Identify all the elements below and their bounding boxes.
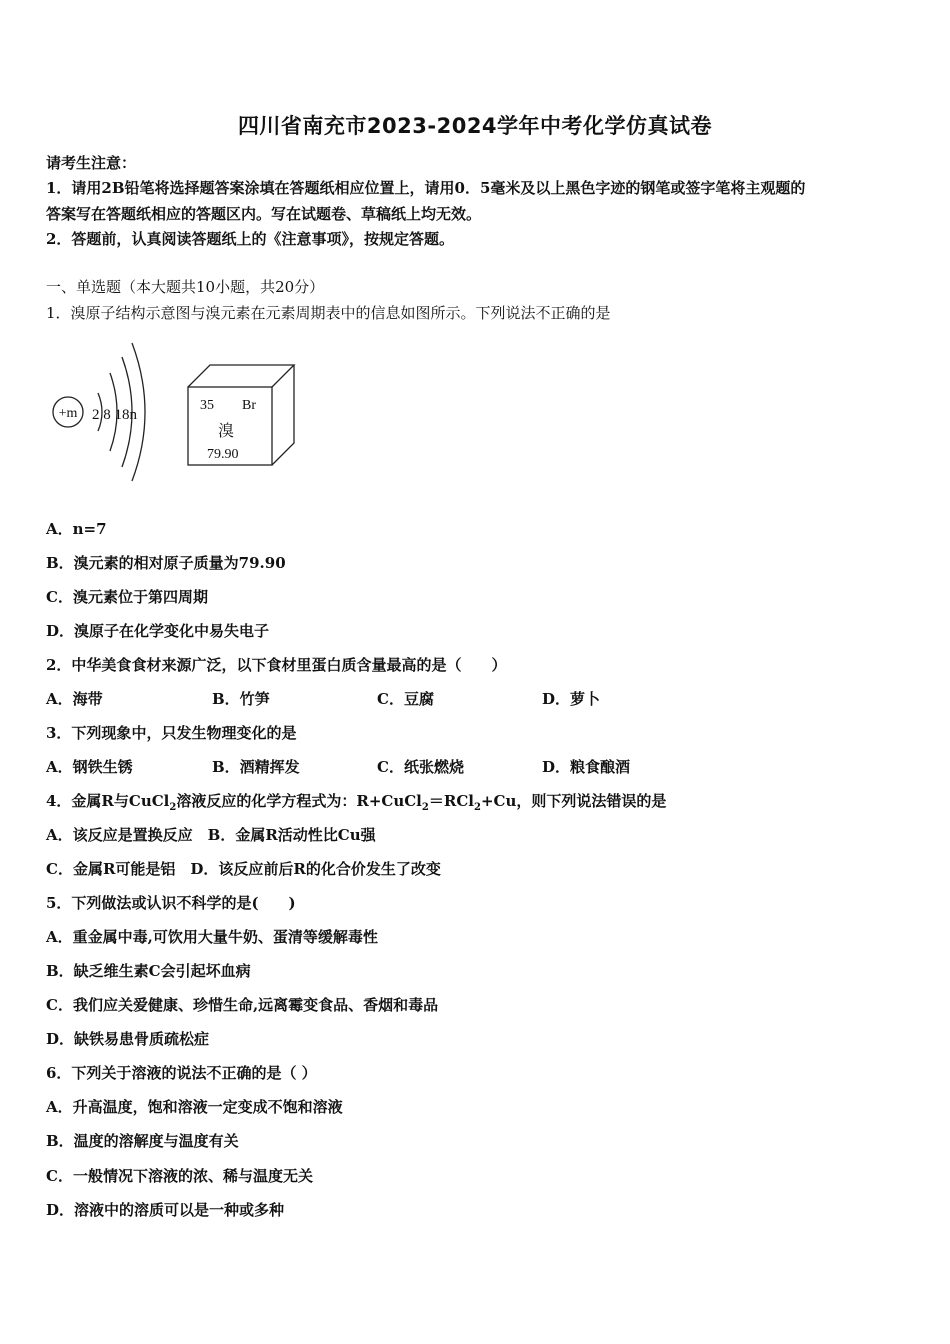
cell-side (272, 365, 294, 465)
q2-option-c[interactable]: C．豆腐 (377, 690, 434, 708)
q6-option-c[interactable]: C．一般情况下溶液的浓、稀与温度无关 (46, 1167, 313, 1185)
cell-top (188, 365, 294, 387)
atom-structure-diagram (53, 343, 145, 481)
q2-option-b[interactable]: B．竹笋 (212, 690, 270, 708)
question-6-stem: 6．下列关于溶液的说法不正确的是（ ） (46, 1064, 317, 1082)
electron-configuration: 2 8 18n (92, 407, 137, 423)
question-2-stem: 2．中华美食食材来源广泛，以下食材里蛋白质含量最高的是（ ） (46, 656, 507, 674)
page-title: 四川省南充市2023-2024学年中考化学仿真试卷 (237, 114, 713, 138)
q5-option-d[interactable]: D．缺铁易患骨质疏松症 (46, 1030, 210, 1048)
nucleus-charge: +m (58, 406, 78, 421)
q2-option-a[interactable]: A．海带 (46, 690, 103, 708)
bromine-figure (40, 335, 320, 495)
notes-item-1-line-2: 答案写在答题纸相应的答题区内。写在试题卷、草稿纸上均无效。 (46, 205, 482, 223)
q1-option-b[interactable]: B．溴元素的相对原子质量为79.90 (46, 554, 286, 572)
periodic-table-cell (188, 365, 294, 465)
notes-heading: 请考生注意： (46, 154, 137, 172)
q6-option-b[interactable]: B．温度的溶解度与温度有关 (46, 1132, 239, 1150)
section-heading: 一、单选题（本大题共10小题，共20分） (46, 278, 325, 296)
q5-option-a[interactable]: A．重金属中毒,可饮用大量牛奶、蛋清等缓解毒性 (46, 928, 378, 946)
q4-options-ab[interactable]: A．该反应是置换反应 B．金属R活动性比Cu强 (46, 826, 376, 844)
q3-option-b[interactable]: B．酒精挥发 (212, 758, 300, 776)
q1-option-a[interactable]: A．n=7 (46, 520, 107, 538)
notes-item-2: 2．答题前，认真阅读答题纸上的《注意事项》，按规定答题。 (46, 230, 454, 248)
q5-option-b[interactable]: B．缺乏维生素C会引起坏血病 (46, 962, 251, 980)
q2-option-d[interactable]: D．萝卜 (542, 690, 601, 708)
element-symbol: Br (242, 398, 256, 413)
question-1-stem: 1．溴原子结构示意图与溴元素在元素周期表中的信息如图所示。下列说法不正确的是 (46, 304, 611, 322)
q4-options-cd[interactable]: C．金属R可能是铝 D．该反应前后R的化合价发生了改变 (46, 860, 441, 878)
q1-option-c[interactable]: C．溴元素位于第四周期 (46, 588, 208, 606)
question-4-stem: 4．金属R与CuCl$_2$溶液反应的化学方程式为：R+CuCl$_2$＝RCl$_2$+Cu，则下列说法错误的是 (46, 792, 667, 813)
question-3-stem: 3．下列现象中，只发生物理变化的是 (46, 724, 297, 742)
q3-option-c[interactable]: C．纸张燃烧 (377, 758, 464, 776)
q3-option-a[interactable]: A．钢铁生锈 (46, 758, 133, 776)
question-5-stem: 5．下列做法或认识不科学的是( ) (46, 894, 296, 912)
notes-item-1-line-1: 1．请用2B铅笔将选择题答案涂填在答题纸相应位置上，请用0．5毫米及以上黑色字迹的钢笔或签字笔将主观题的 (46, 179, 806, 197)
element-name: 溴 (218, 423, 235, 440)
atomic-number: 35 (200, 398, 214, 413)
q6-option-a[interactable]: A．升高温度，饱和溶液一定变成不饱和溶液 (46, 1098, 343, 1116)
atomic-mass: 79.90 (207, 447, 239, 462)
q5-option-c[interactable]: C．我们应关爱健康、珍惜生命,远离霉变食品、香烟和毒品 (46, 996, 439, 1014)
q1-option-d[interactable]: D．溴原子在化学变化中易失电子 (46, 622, 270, 640)
q6-option-d[interactable]: D．溶液中的溶质可以是一种或多种 (46, 1201, 285, 1219)
q3-option-d[interactable]: D．粮食酿酒 (542, 758, 631, 776)
